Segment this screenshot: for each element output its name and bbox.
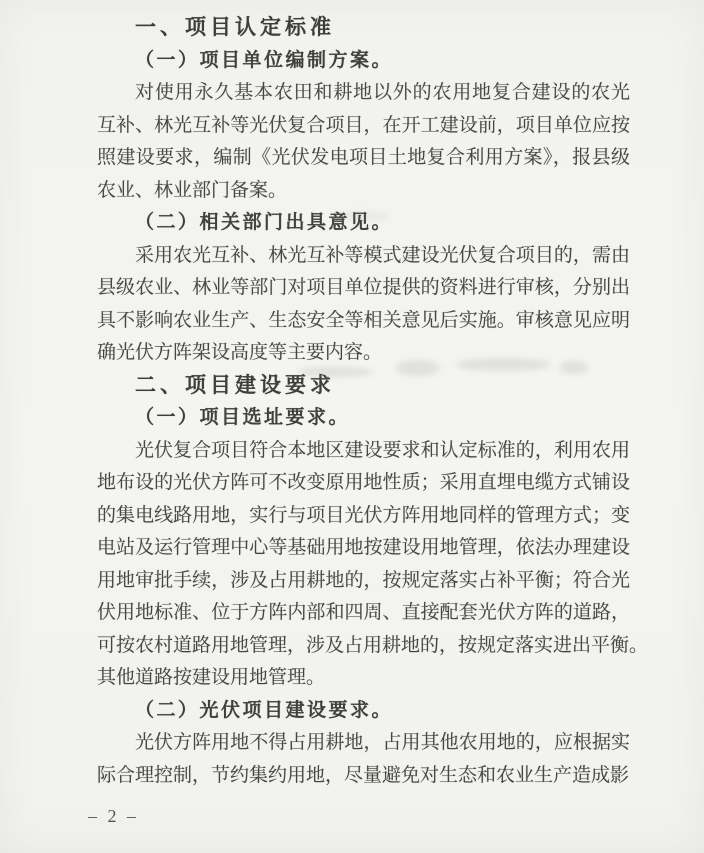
bleed-through-smudge [560, 361, 588, 374]
sub-heading: （二）光伏项目建设要求。 [135, 699, 394, 721]
page-number: – 2 – [88, 806, 139, 826]
text-line: 确光伏方阵架设高度等主要内容。 [97, 342, 383, 363]
bleed-through-smudge [298, 367, 373, 377]
text-line: 光伏方阵用地不得占用耕地，占用其他农用地的，应根据实 [135, 732, 630, 753]
text-line: 地布设的光伏方阵可不改变原用地性质；采用直埋电缆方式铺设 [97, 472, 630, 493]
text-line: 其他道路按建设用地管理。 [97, 667, 326, 688]
sub-heading: （二）相关部门出具意见。 [135, 212, 394, 233]
text-line: 可按农村道路用地管理，涉及占用耕地的，按规定落实进出平衡。 [97, 634, 649, 656]
bleed-through-smudge [396, 360, 440, 376]
section-heading: 一、项目认定标准 [135, 16, 335, 39]
bleed-through-smudge [456, 358, 551, 371]
sub-heading: （一）项目选址要求。 [135, 407, 351, 428]
text-line: 对使用永久基本农田和耕地以外的农用地复合建设的农光 [135, 82, 630, 103]
text-line: 具不影响农业生产、生态安全等相关意见后实施。审核意见应明 [97, 309, 630, 331]
bleed-through-smudge [330, 212, 390, 221]
text-line: 的集电线路用地，实行与项目光伏方阵用地同样的管理方式；变 [97, 504, 630, 526]
text-line: 电站及运行管理中心等基础用地按建设用地管理，依法办理建设 [97, 537, 630, 558]
text-line: 际合理控制，节约集约用地，尽量避免对生态和农业生产造成影 [97, 764, 630, 786]
sub-heading: （一）项目单位编制方案。 [135, 49, 394, 71]
text-line: 伏用地标准、位于方阵内部和四周、直接配套光伏方阵的道路， [97, 602, 630, 623]
text-line: 农业、林业部门备案。 [97, 179, 288, 201]
document-body [97, 12, 649, 792]
section-heading: 二、项目建设要求 [135, 373, 335, 397]
text-line: 县级农业、林业等部门对项目单位提供的资料进行审核，分别出 [97, 277, 630, 298]
text-line: 采用农光互补、林光互补等模式建设光伏复合项目的，需由 [135, 244, 630, 266]
text-line: 光伏复合项目符合本地区建设要求和认定标准的，利用农用 [135, 439, 630, 461]
text-line: 用地审批手续，涉及占用耕地的，按规定落实占补平衡；符合光 [97, 569, 630, 591]
text-line: 互补、林光互补等光伏复合项目，在开工建设前，项目单位应按 [97, 114, 630, 136]
text-line: 照建设要求，编制《光伏发电项目土地复合利用方案》，报县级 [97, 147, 630, 168]
